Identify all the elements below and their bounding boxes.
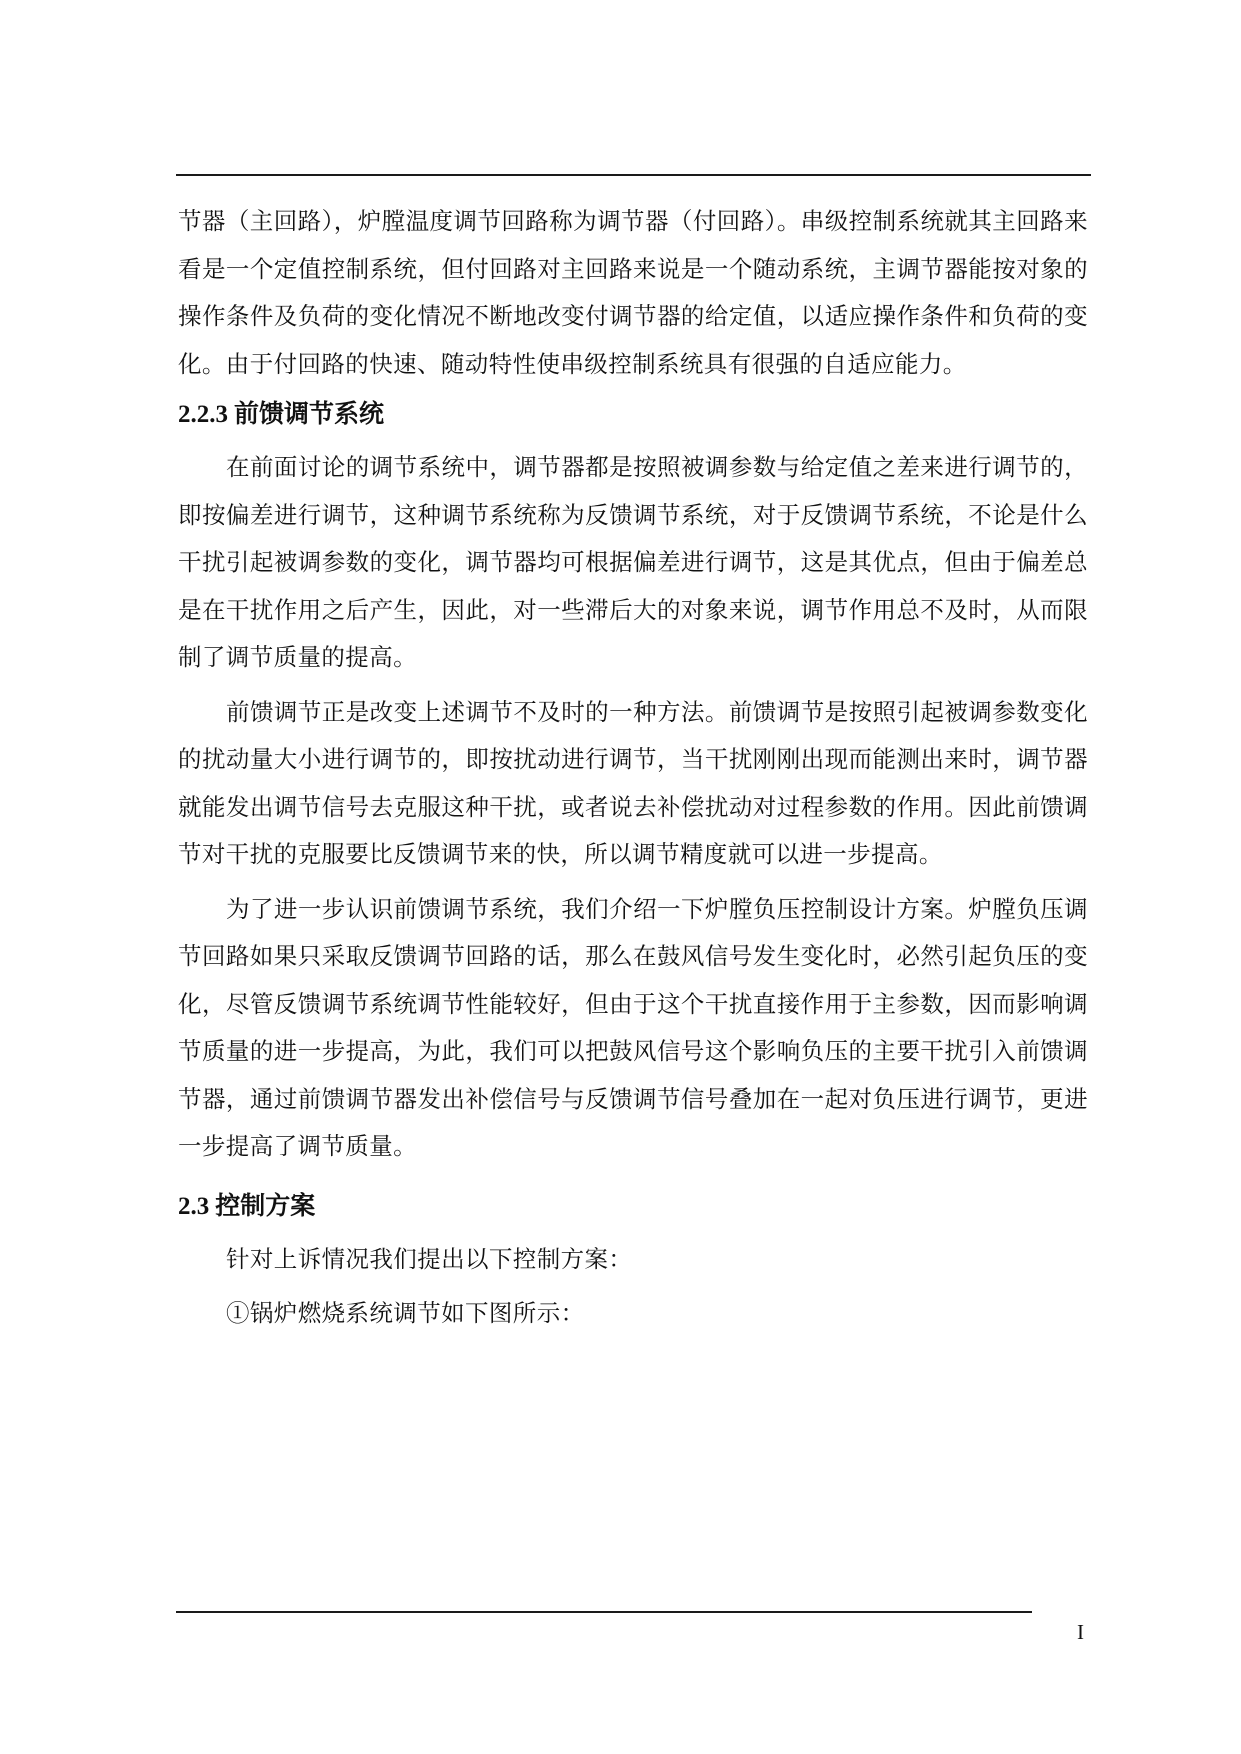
body-paragraph: 针对上诉情况我们提出以下控制方案： — [226, 1244, 633, 1273]
body-paragraph: 在前面讨论的调节系统中，调节器都是按照被调参数与给定值之差来进行调节的，即按偏差进行调节，这种调节系统称为反馈调节系统，对于反馈调节系统，不论是什么干扰引起被调参数的变化，调节器均可根据偏差进行调节，这是其优点，但由于偏差总是在干扰作用之后产生，因此，对一些滞后大的对象来说，调节作用总不及时，从而限制了调节质量的提高。 — [178, 453, 1088, 671]
body-paragraph: 为了进一步认识前馈调节系统，我们介绍一下炉膛负压控制设计方案。炉膛负压调节回路如果只采取反馈调节回路的话，那么在鼓风信号发生变化时，必然引起负压的变化，尽管反馈调节系统调节性能较好，但由于这个干扰直接作用于主参数，因而影响调节质量的进一步提高，为此，我们可以把鼓风信号这个影响负压的主要干扰引入前馈调节器，通过前馈调节器发出补偿信号与反馈调节信号叠加在一起对负压进行调节，更进一步提高了调节质量。 — [178, 894, 1088, 1160]
list-item: ①锅炉燃烧系统调节如下图所示： — [226, 1299, 585, 1327]
section-title: 前馈调节系统 — [234, 399, 385, 428]
body-paragraph: 前馈调节正是改变上述调节不及时的一种方法。前馈调节是按照引起被调参数变化的扰动量大小进行调节的，即按扰动进行调节，当干扰刚刚出现而能测出来时，调节器就能发出调节信号去克服这种干扰，或者说去补偿扰动对过程参数的作用。因此前馈调节对干扰的克服要比反馈调节来的快，所以调节精度就可以进一步提高。 — [178, 697, 1088, 868]
header-rule — [176, 174, 1091, 176]
section-number: 2.3 — [178, 1192, 210, 1220]
section-number: 2.2.3 — [178, 401, 228, 428]
section-heading-2-3 — [178, 1191, 1088, 1222]
page-body — [178, 198, 1088, 1338]
section-heading-2-2-3 — [178, 399, 1088, 430]
footer-rule — [176, 1611, 1032, 1613]
section-title: 控制方案 — [215, 1190, 316, 1220]
page-number: I — [1077, 1620, 1084, 1644]
intro-paragraph: 节器（主回路），炉膛温度调节回路称为调节器（付回路）。串级控制系统就其主回路来看是一个定值控制系统，但付回路对主回路来说是一个随动系统，主调节器能按对象的操作条件及负荷的变化情况不断地改变付调节器的给定值，以适应操作条件和负荷的变化。由于付回路的快速、随动特性使串级控制系统具有很强的自适应能力。 — [178, 207, 1088, 378]
